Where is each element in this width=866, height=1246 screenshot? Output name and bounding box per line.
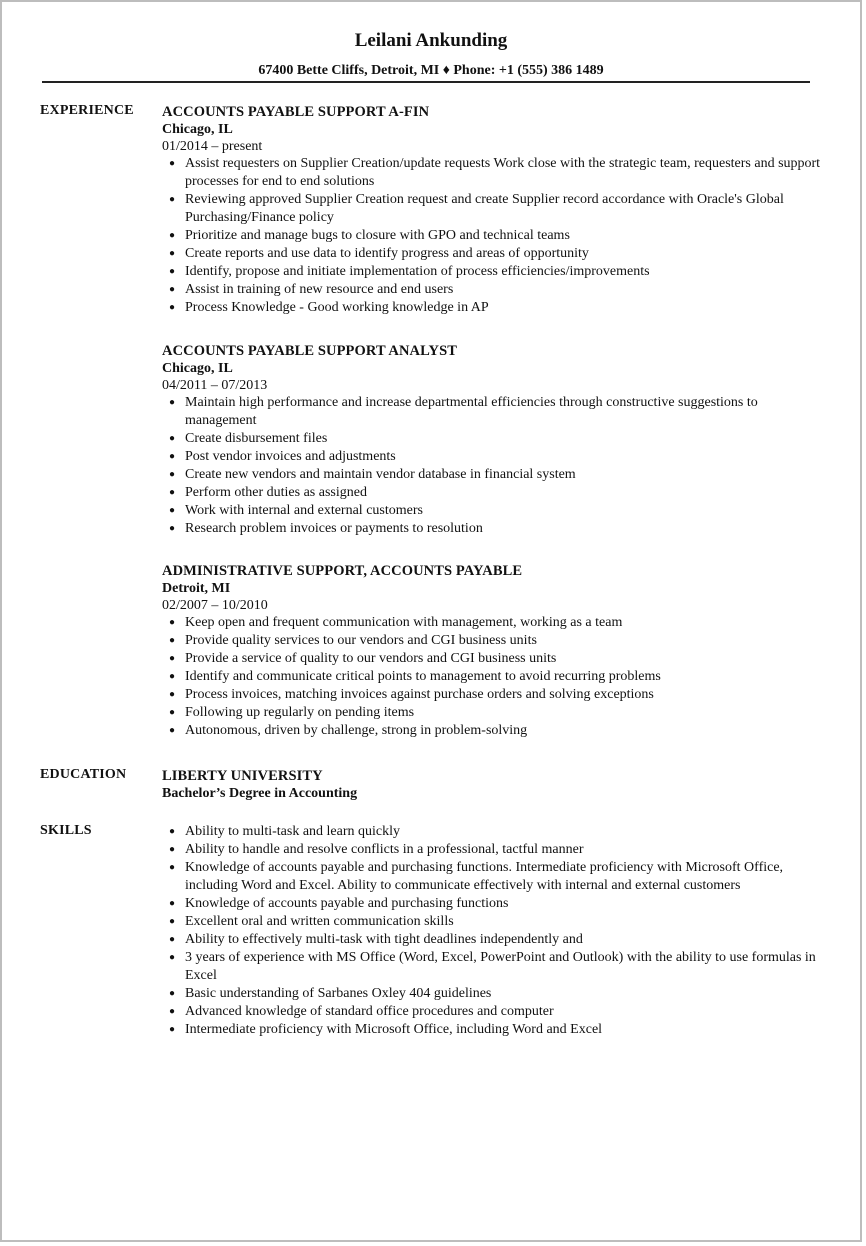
bullet-icon: ● [169, 898, 176, 909]
job-entry [162, 562, 822, 740]
list-item: ● Create new vendors and maintain vendor database in financial system [169, 467, 576, 482]
bullet-icon: ● [169, 284, 176, 295]
job-bullets [162, 155, 822, 317]
experience-heading: EXPERIENCE [40, 103, 134, 118]
list-item: ● Ability to effectively multi-task with tight deadlines independently and [169, 932, 583, 947]
list-item: ● Knowledge of accounts payable and purchasing functions. Intermediate proficiency with Microsoft Office, including Word and Excel. Ability to communicate effectively with internal and external customers [169, 860, 784, 893]
bullet-icon: ● [169, 248, 176, 259]
list-item: ● Keep open and frequent communication with management, working as a team [169, 615, 623, 630]
list-item: ● Process Knowledge - Good working knowledge in AP [169, 300, 489, 315]
header-divider [42, 81, 810, 83]
skills-list-container [162, 823, 822, 1039]
bullet-icon: ● [169, 523, 176, 534]
bullet-icon: ● [169, 617, 176, 628]
bullet-icon: ● [169, 433, 176, 444]
bullet-icon: ● [169, 230, 176, 241]
list-item: ● 3 years of experience with MS Office (Word, Excel, PowerPoint and Outlook) with the ability to use formulas in Excel [169, 950, 816, 983]
bullet-icon: ● [169, 653, 176, 664]
job-entry [162, 342, 822, 538]
job-location: Chicago, IL [162, 361, 233, 376]
bullet-icon: ● [169, 451, 176, 462]
school-name: LIBERTY UNIVERSITY [162, 768, 323, 784]
bullet-icon: ● [169, 671, 176, 682]
bullet-icon: ● [169, 707, 176, 718]
bullet-icon: ● [169, 266, 176, 277]
list-item: ● Create disbursement files [169, 431, 328, 446]
list-item: ● Ability to handle and resolve conflicts in a professional, tactful manner [169, 842, 584, 857]
bullet-icon: ● [169, 487, 176, 498]
bullet-icon: ● [169, 635, 176, 646]
bullet-icon: ● [169, 689, 176, 700]
bullet-icon: ● [169, 952, 176, 963]
bullet-icon: ● [169, 1006, 176, 1017]
job-dates: 01/2014 – present [162, 139, 263, 154]
bullet-icon: ● [169, 397, 176, 408]
job-title: ACCOUNTS PAYABLE SUPPORT ANALYST [162, 343, 458, 359]
list-item: ● Basic understanding of Sarbanes Oxley 404 guidelines [169, 986, 492, 1001]
job-title: ADMINISTRATIVE SUPPORT, ACCOUNTS PAYABLE [162, 563, 523, 579]
list-item: ● Excellent oral and written communication skills [169, 914, 454, 929]
job-location: Detroit, MI [162, 581, 231, 596]
list-item: ● Identify and communicate critical points to management to avoid recurring problems [169, 669, 661, 684]
list-item: ● Advanced knowledge of standard office procedures and computer [169, 1004, 554, 1019]
list-item: ● Perform other duties as assigned [169, 485, 367, 500]
degree: Bachelor’s Degree in Accounting [162, 786, 358, 801]
bullet-icon: ● [169, 194, 176, 205]
list-item: ● Prioritize and manage bugs to closure with GPO and technical teams [169, 228, 570, 243]
list-item: ● Reviewing approved Supplier Creation request and create Supplier record accordance with Oracle's Global Purchasing/Finance policy [169, 192, 784, 225]
list-item: ● Create reports and use data to identify progress and areas of opportunity [169, 246, 589, 261]
bullet-icon: ● [169, 916, 176, 927]
bullet-icon: ● [169, 158, 176, 169]
skills-list [162, 823, 822, 1039]
bullet-icon: ● [169, 725, 176, 736]
bullet-icon: ● [169, 505, 176, 516]
job-bullets [162, 614, 822, 740]
contact-line: 67400 Bette Cliffs, Detroit, MI ♦ Phone: +1 (555) 386 1489 [258, 63, 604, 78]
list-item: ● Intermediate proficiency with Microsoft Office, including Word and Excel [169, 1022, 603, 1037]
list-item: ● Provide a service of quality to our vendors and CGI business units [169, 651, 557, 666]
list-item: ● Provide quality services to our vendors and CGI business units [169, 633, 537, 648]
bullet-icon: ● [169, 844, 176, 855]
bullet-icon: ● [169, 302, 176, 313]
bullet-icon: ● [169, 862, 176, 873]
list-item: ● Research problem invoices or payments to resolution [169, 521, 483, 536]
candidate-name: Leilani Ankunding [354, 30, 508, 51]
bullet-icon: ● [169, 469, 176, 480]
list-item: ● Assist requesters on Supplier Creation/update requests Work close with the strategic team, requesters and support processes for end to end solutions [169, 156, 821, 189]
bullet-icon: ● [169, 1024, 176, 1035]
job-bullets [162, 394, 822, 538]
list-item: ● Knowledge of accounts payable and purchasing functions [169, 896, 509, 911]
job-entry [162, 103, 822, 317]
bullet-icon: ● [169, 988, 176, 999]
job-dates: 02/2007 – 10/2010 [162, 598, 268, 613]
education-entry [162, 767, 822, 803]
education-heading: EDUCATION [40, 767, 127, 782]
list-item: ● Identify, propose and initiate implementation of process efficiencies/improvements [169, 264, 650, 279]
list-item: ● Autonomous, driven by challenge, strong in problem-solving [169, 723, 528, 738]
list-item: ● Ability to multi-task and learn quickly [169, 824, 401, 839]
bullet-icon: ● [169, 826, 176, 837]
list-item: ● Following up regularly on pending items [169, 705, 415, 720]
list-item: ● Post vendor invoices and adjustments [169, 449, 396, 464]
skills-heading: SKILLS [40, 823, 92, 838]
list-item: ● Process invoices, matching invoices against purchase orders and solving exceptions [169, 687, 654, 702]
job-dates: 04/2011 – 07/2013 [162, 378, 268, 393]
list-item: ● Maintain high performance and increase departmental efficiencies through constructive suggestions to management [169, 395, 758, 428]
job-title: ACCOUNTS PAYABLE SUPPORT A-FIN [162, 104, 430, 120]
bullet-icon: ● [169, 934, 176, 945]
job-location: Chicago, IL [162, 122, 233, 137]
list-item: ● Assist in training of new resource and end users [169, 282, 454, 297]
list-item: ● Work with internal and external customers [169, 503, 423, 518]
